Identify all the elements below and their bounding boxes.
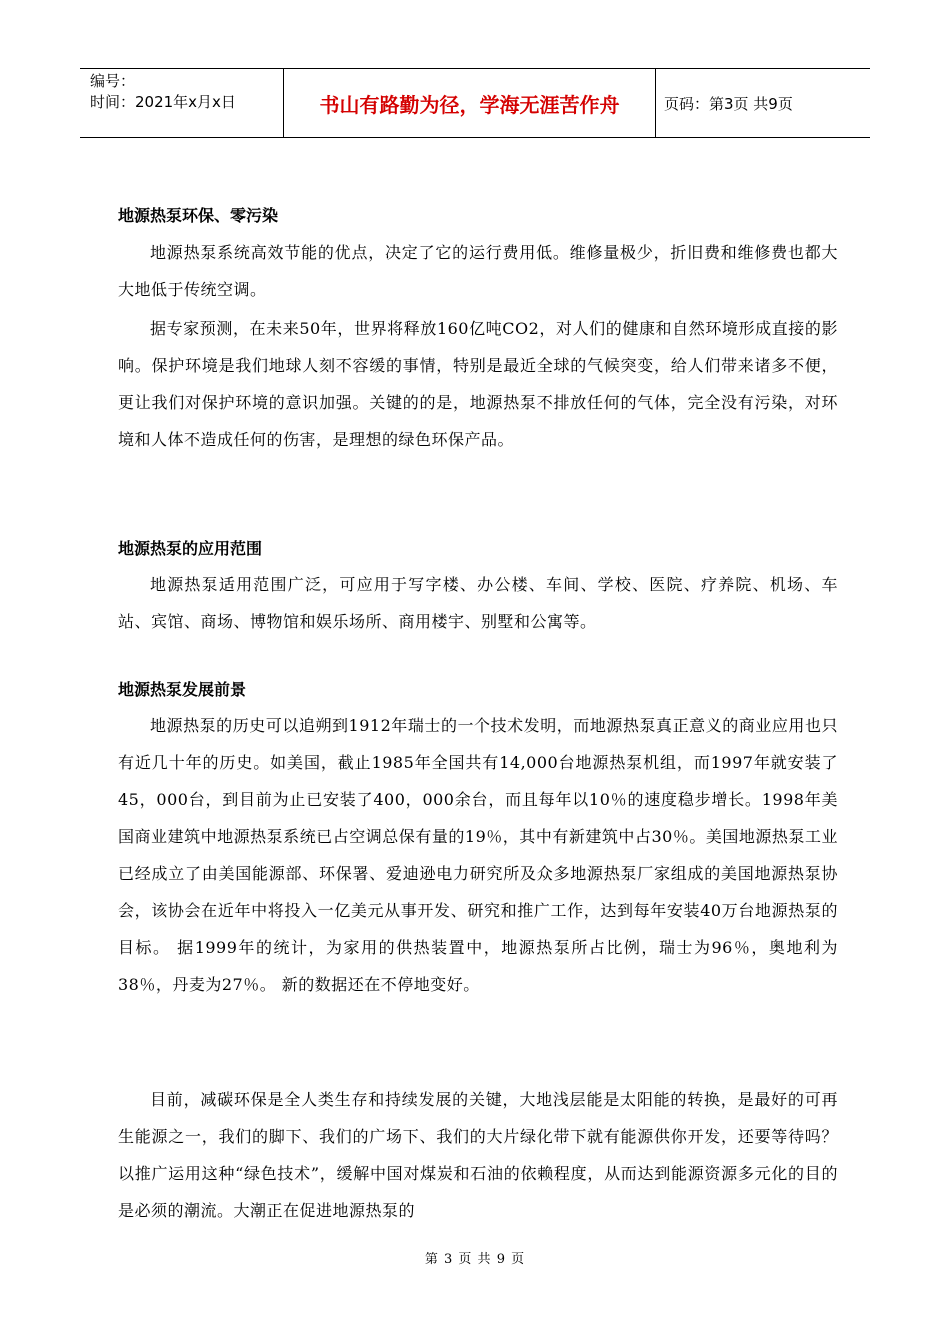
- doc-number-label: 编号：: [90, 72, 136, 90]
- section-title: 地源热泵发展前景: [118, 680, 247, 699]
- header-page-label: 页码：第3页 共9页: [664, 94, 793, 113]
- doc-date-label: 时间：2021年x月x日: [90, 93, 236, 111]
- paragraph: 地源热泵适用范围广泛，可应用于写字楼、办公楼、车间、学校、医院、疗养院、机场、车站、宾馆、商场、博物馆和娱乐场所、商用楼宇、别墅和公寓等。: [118, 575, 838, 631]
- paragraph: 据专家预测，在未来50年，世界将释放160亿吨CO2，对人们的健康和自然环境形成直接的影响。保护环境是我们地球人刻不容缓的事情，特别是最近全球的气候突变，给人们带来诸多不便，更让我们对保护环境的意识加强。关键的的是，地源热泵不排放任何的气体，完全没有污染，对环境和人体不造成任何的伤害，是理想的绿色环保产品。: [118, 319, 838, 449]
- document-header: [80, 68, 870, 138]
- paragraph: 地源热泵的历史可以追朔到1912年瑞士的一个技术发明，而地源热泵真正意义的商业应用也只有近几十年的历史。如美国，截止1985年全国共有14,000台地源热泵机组，而1997年就安装了45，000台，到目前为止已安装了400，000余台，而且每年以10％的速度稳步增长。1998年美国商业建筑中地源热泵系统已占空调总保有量的19％，其中有新建筑中占30％。美国地源热泵工业已经成立了由美国能源部、环保署、爱迪逊电力研究所及众多地源热泵厂家组成的美国地源热泵协会，该协会在近年中将投入一亿美元从事开发、研究和推广工作，达到每年安装40万台地源热泵的目标。 据1999年的统计，为家用的供热装置中，地源热泵所占比例，瑞士为96％，奥地利为38％，丹麦为27％。 新的数据还在不停地变好。: [118, 716, 838, 994]
- page-footer: 第 3 页 共 9 页: [424, 1252, 526, 1267]
- paragraph: 目前，减碳环保是全人类生存和持续发展的关键，大地浅层能是太阳能的转换，是最好的可再生能源之一，我们的脚下、我们的广场下、我们的大片绿化带下就有能源供你开发，还要等待吗？以推广运用这种“绿色技术”，缓解中国对煤炭和石油的依赖程度，从而达到能源资源多元化的目的是必须的潮流。大潮正在促进地源热泵的: [118, 1090, 838, 1220]
- paragraph: 地源热泵系统高效节能的优点，决定了它的运行费用低。维修量极少，折旧费和维修费也都大大地低于传统空调。: [118, 243, 838, 299]
- section-title: 地源热泵的应用范围: [118, 539, 263, 558]
- header-meta: [80, 69, 284, 137]
- section-title: 地源热泵环保、零污染: [118, 206, 279, 225]
- header-motto: 书山有路勤为径，学海无涯苦作舟: [284, 69, 656, 137]
